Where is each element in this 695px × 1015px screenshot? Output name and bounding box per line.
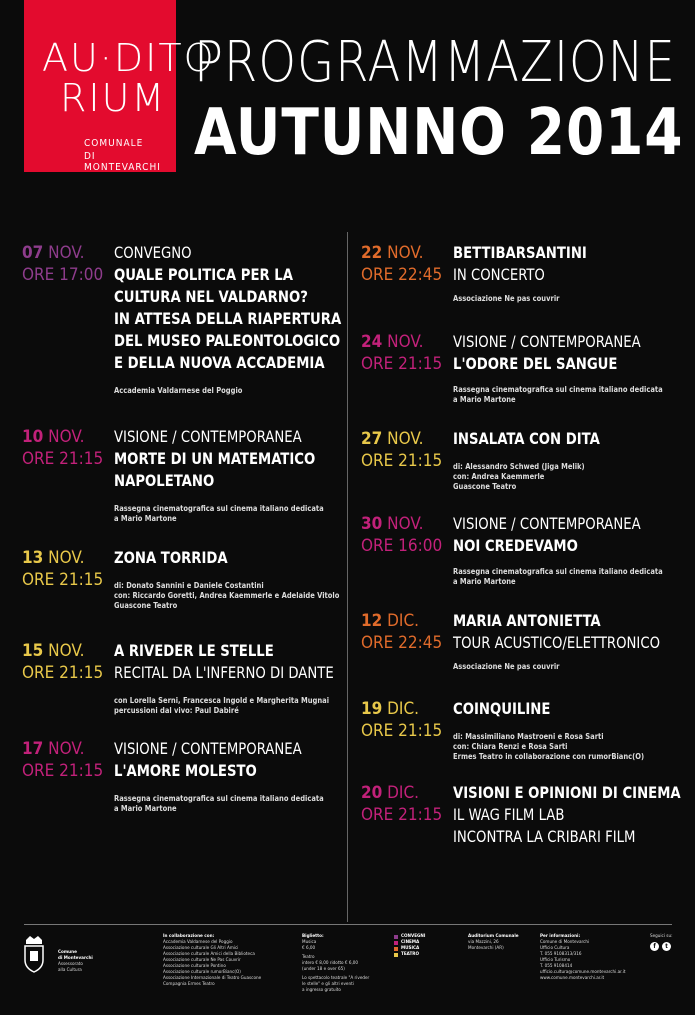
legend-swatch (394, 953, 398, 957)
collaboration-list (163, 934, 261, 988)
event-note: Rassegna cinematografica sul cinema italiano dedicata (453, 567, 663, 576)
collaborator: Compagnia Ermes Teatro (163, 982, 215, 987)
comune-crest-icon (22, 934, 46, 974)
event-title-line: INSALATA CON DITA (453, 429, 600, 448)
event-day: 27 (361, 429, 383, 449)
event-month: NOV. (387, 243, 424, 263)
event-title-line: L'AMORE MOLESTO (114, 761, 257, 780)
legend-swatch (394, 935, 398, 939)
event-day: 30 (361, 514, 383, 534)
event-day: 19 (361, 699, 383, 719)
venue-info (468, 934, 519, 952)
event-note: Accademia Valdarnese del Poggio (114, 386, 243, 395)
assessorato: alla Cultura (58, 968, 82, 973)
event-title-line: ZONA TORRIDA (114, 548, 228, 567)
logo-subtitle-line1: COMUNALE (84, 138, 144, 149)
info-line: www.comune.montevarchi.ar.it (540, 976, 605, 981)
event-month: NOV. (48, 427, 85, 447)
event-title-line: E DELLA NUOVA ACCADEMIA (114, 353, 325, 372)
event-month: NOV. (48, 739, 85, 759)
event-subtitle: TOUR ACUSTICO/ELETTRONICO (453, 633, 661, 652)
comune-name: di Montevarchi (58, 956, 93, 961)
page-title-line1: PROGRAMMAZIONE (194, 30, 676, 95)
event-note: a Mario Martone (453, 577, 516, 586)
event-date (361, 428, 453, 472)
event-title-line: IN ATTESA DELLA RIAPERTURA (114, 309, 342, 328)
event-date (22, 640, 114, 684)
ticket-line: (under 18 e over 65) (302, 967, 345, 972)
event-note: con: Chiara Renzi e Rosa Sarti (453, 742, 568, 751)
event-date (361, 698, 453, 742)
event-title-line: MORTE DI UN MATEMATICO (114, 449, 316, 468)
event-time: ORE 21:15 (361, 354, 443, 374)
event-time: ORE 21:15 (361, 721, 443, 741)
info-line: Ufficio Turismo (540, 958, 571, 963)
social-title: Seguici su: (650, 934, 673, 939)
event-category: VISIONE / CONTEMPORANEA (114, 427, 302, 446)
twitter-icon[interactable]: t (662, 942, 671, 951)
legend-item (394, 952, 425, 958)
event-date (361, 242, 453, 286)
legend-label: CINEMA (401, 940, 420, 945)
legend-label: CONVEGNI (401, 934, 426, 939)
event-note: Rassegna cinematografica sul cinema italiano dedicata (114, 504, 324, 513)
event-time: ORE 21:15 (22, 449, 104, 469)
logo-text-line1: AU·DITO (42, 36, 216, 80)
event-note: Guascone Teatro (453, 482, 517, 491)
logo-subtitle-line2: DI MONTEVARCHI (84, 151, 161, 173)
event-time: ORE 17:00 (22, 265, 104, 285)
collaborator: Associazione culturale Ne Pas Couvrir (163, 958, 241, 963)
event-note: con Lorella Serni, Francesca Ingold e Margherita Mugnai (114, 696, 330, 705)
event-note: a Mario Martone (453, 395, 516, 404)
event-title-line: COINQUILINE (453, 699, 551, 718)
event-subtitle: IL WAG FILM LAB (453, 805, 565, 824)
event-month: DIC. (387, 611, 419, 631)
event-date (22, 738, 114, 782)
ticket-line: intero € 8,00 ridotto € 6,00 (302, 961, 359, 966)
event-day: 20 (361, 783, 383, 803)
event-month: NOV. (387, 332, 424, 352)
event-date (22, 547, 114, 591)
event-title-line: NAPOLETANO (114, 471, 215, 490)
ticket-line: le stelle" e gli altri eventi (302, 982, 354, 987)
event-month: DIC. (387, 699, 419, 719)
event-note: a Mario Martone (114, 514, 177, 523)
event-note: Associazione Ne pas couvrir (453, 662, 560, 671)
event-time: ORE 16:00 (361, 536, 443, 556)
event-month: NOV. (387, 514, 424, 534)
event-day: 15 (22, 641, 44, 661)
event-title-line: CULTURA NEL VALDARNO? (114, 287, 308, 306)
event-month: NOV. (48, 243, 85, 263)
event-day: 13 (22, 548, 44, 568)
logo-text-line2: RIUM (60, 76, 167, 120)
legend-label: TEATRO (401, 952, 419, 957)
event-title-line: VISIONI E OPINIONI DI CINEMA (453, 783, 681, 802)
event-day: 12 (361, 611, 383, 631)
event-category: VISIONE / CONTEMPORANEA (453, 514, 641, 533)
comune-credit (58, 950, 93, 974)
venue-city: Montevarchi (AR) (468, 946, 504, 951)
ticket-line: a ingresso gratuito (302, 988, 341, 993)
event-note: percussioni dal vivo: Paul Dabiré (114, 706, 239, 715)
collaborator: Associazione culturale rumorBianc(O) (163, 970, 241, 975)
ticket-info (302, 934, 369, 994)
ticket-line: Musica (302, 940, 317, 945)
ticket-title: Biglietto: (302, 934, 324, 939)
event-month: NOV. (48, 641, 85, 661)
event-note: di: Donato Sannini e Daniele Costantini (114, 581, 264, 590)
info-line: T. 055 9108313/316 (540, 952, 582, 957)
event-month: NOV. (48, 548, 85, 568)
comune-name: Comune (58, 950, 77, 955)
event-note: di: Alessandro Schwed (Jiga Melik) (453, 462, 585, 471)
event-note: Associazione Ne pas couvrir (453, 294, 560, 303)
event-date (361, 610, 453, 654)
event-time: ORE 21:15 (22, 761, 104, 781)
event-time: ORE 22:45 (361, 265, 443, 285)
event-note: Guascone Teatro (114, 601, 178, 610)
social-links (650, 934, 673, 950)
event-month: DIC. (387, 783, 419, 803)
event-day: 17 (22, 739, 44, 759)
ticket-line: Lo spettacolo teatrale "A riveder (302, 976, 370, 981)
venue-address: via Mazzini, 26 (468, 940, 499, 945)
event-date (22, 242, 114, 286)
event-day: 10 (22, 427, 44, 447)
ticket-line: € 6,00 (302, 946, 316, 951)
legend-swatch (394, 947, 398, 951)
event-note: a Mario Martone (114, 804, 177, 813)
collaboration-title: In collaborazione con: (163, 934, 215, 939)
collaborator: Associazione culturale Gli Altri Amici (163, 946, 239, 951)
collaborator: Associazione culturale Amici della Biblioteca (163, 952, 255, 957)
event-note: con: Andrea Kaemmerle (453, 472, 545, 481)
event-date (361, 331, 453, 375)
event-date (361, 782, 453, 826)
event-title-line: MARIA ANTONIETTA (453, 611, 601, 630)
event-time: ORE 21:15 (361, 451, 443, 471)
event-day: 07 (22, 243, 44, 263)
event-title-line: L'ODORE DEL SANGUE (453, 354, 618, 373)
event-category: CONVEGNO (114, 243, 192, 262)
event-subtitle: INCONTRA LA CRIBARI FILM (453, 827, 636, 846)
event-category: VISIONE / CONTEMPORANEA (114, 739, 302, 758)
info-line: T. 055 9108414 (540, 964, 573, 969)
event-title-line: DEL MUSEO PALEONTOLOGICO (114, 331, 341, 350)
event-note: di: Massimiliano Mastroeni e Rosa Sarti (453, 732, 604, 741)
event-month: NOV. (387, 429, 424, 449)
event-note: con: Riccardo Goretti, Andrea Kaemmerle e Adelaide Vitolo (114, 591, 340, 600)
event-time: ORE 21:15 (22, 663, 104, 683)
info-line: ufficio.cultura@comune.montevarchi.ar.it (540, 970, 626, 975)
event-subtitle: IN CONCERTO (453, 265, 545, 284)
event-category: VISIONE / CONTEMPORANEA (453, 332, 641, 351)
event-time: ORE 21:15 (361, 805, 443, 825)
event-date (22, 426, 114, 470)
footer (0, 930, 695, 1015)
event-note: Ermes Teatro in collaborazione con rumorBianc(O) (453, 752, 645, 761)
facebook-icon[interactable]: f (650, 942, 659, 951)
info-title: Per informazioni: (540, 934, 581, 939)
venue-name: Auditorium Comunale (468, 934, 519, 939)
event-day: 24 (361, 332, 383, 352)
category-legend (394, 934, 425, 958)
event-title-line: A RIVEDER LE STELLE (114, 641, 274, 660)
event-subtitle: RECITAL DA L'INFERNO DI DANTE (114, 663, 334, 682)
auditorium-logo (24, 0, 216, 173)
info-line: Comune di Montevarchi (540, 940, 590, 945)
event-note: Rassegna cinematografica sul cinema italiano dedicata (453, 385, 663, 394)
event-day: 22 (361, 243, 383, 263)
collaborator: Associazione Internazionale di Teatro Guascone (163, 976, 262, 981)
legend-label: MUSICA (401, 946, 420, 951)
event-note: Rassegna cinematografica sul cinema italiano dedicata (114, 794, 324, 803)
ticket-line: Teatro (302, 955, 315, 960)
event-title-line: BETTIBARSANTINI (453, 243, 587, 262)
event-time: ORE 22:45 (361, 633, 443, 653)
collaborator: Accademia Valdarnese del Poggio (163, 940, 233, 945)
collaborator: Associazione culturale Pontino (163, 964, 226, 969)
event-title-line: QUALE POLITICA PER LA (114, 265, 293, 284)
info-line: Ufficio Cultura (540, 946, 570, 951)
contact-info (540, 934, 626, 982)
event-title-line: NOI CREDEVAMO (453, 536, 578, 555)
assessorato: Assessorato (58, 962, 83, 967)
event-date (361, 513, 453, 557)
event-time: ORE 21:15 (22, 570, 104, 590)
footer-divider (24, 924, 672, 925)
page-title-line2: AUTUNNO 2014 (194, 96, 684, 170)
legend-swatch (394, 941, 398, 945)
